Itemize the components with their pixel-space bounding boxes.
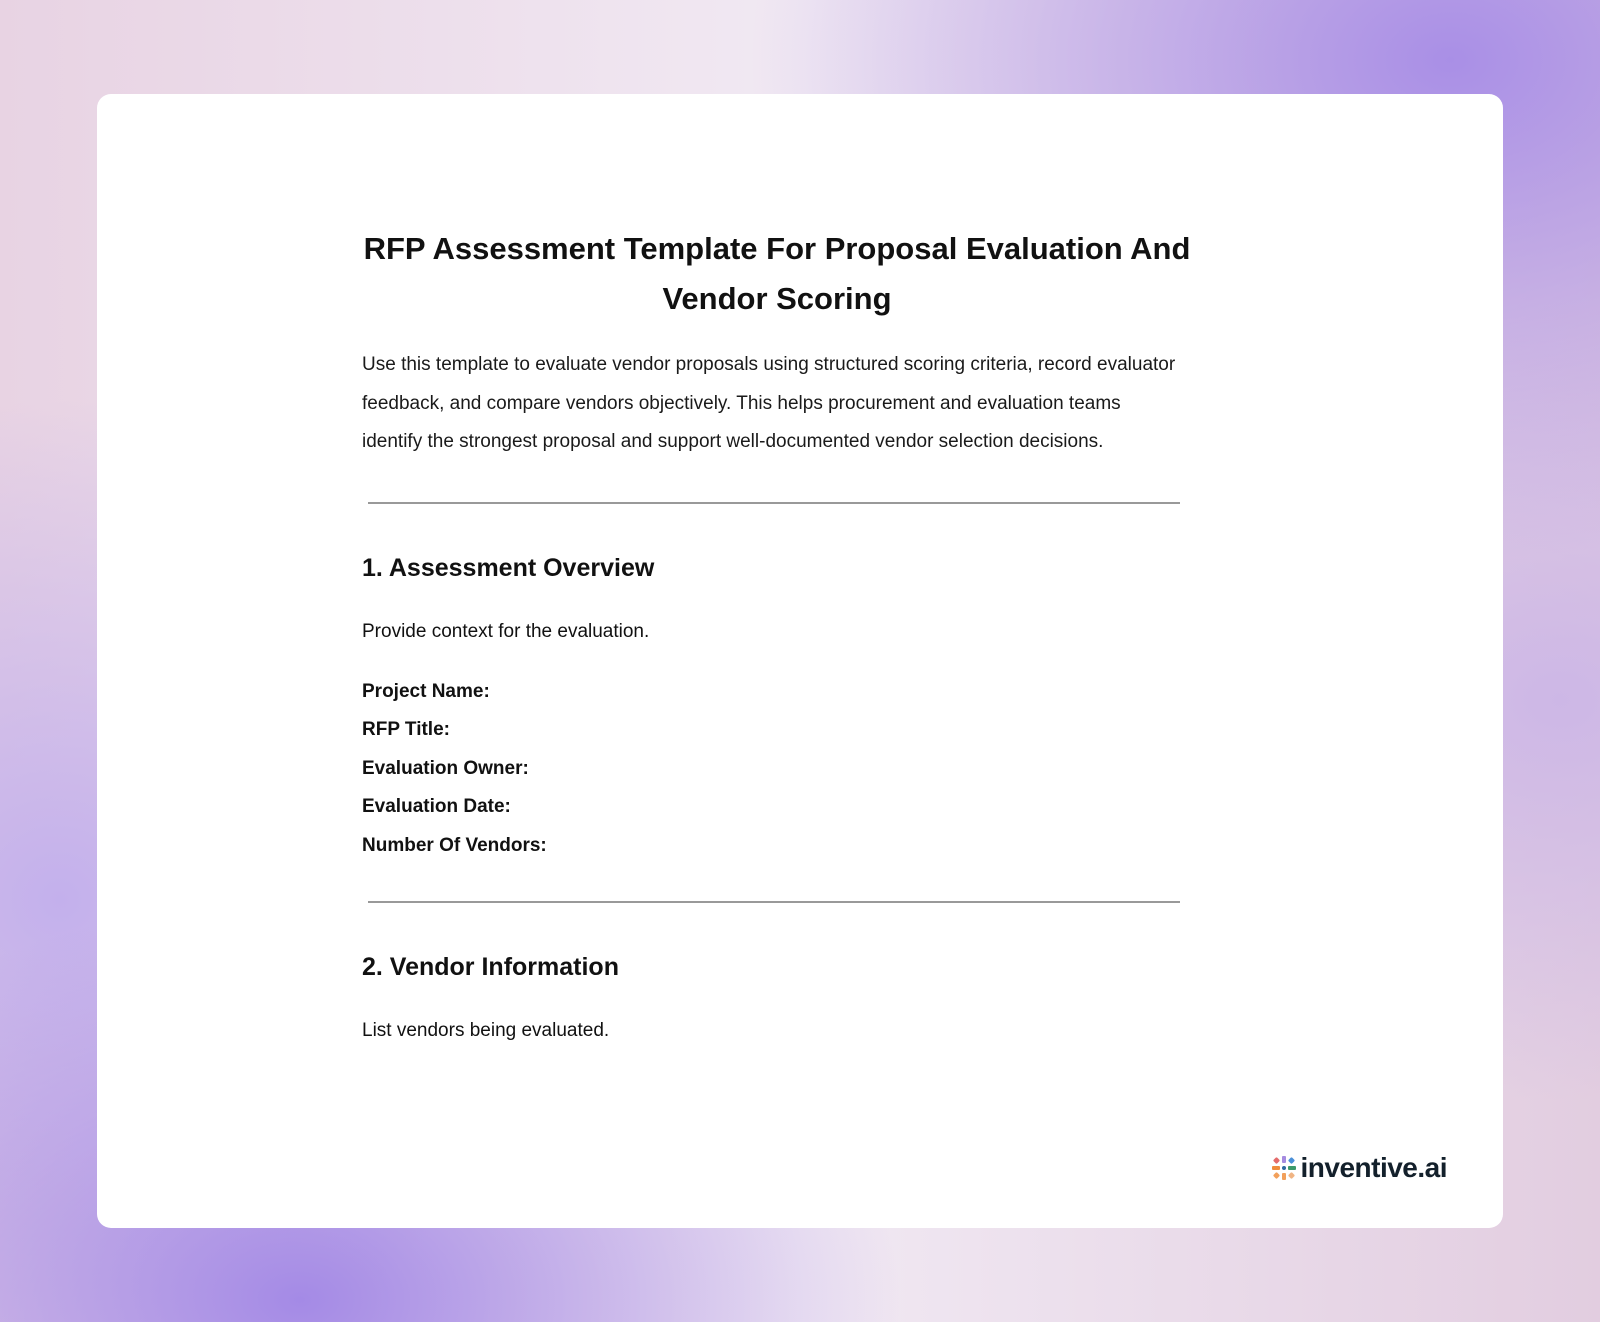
- document-title: RFP Assessment Template For Proposal Evaluation And Vendor Scoring: [363, 231, 1191, 316]
- field-evaluation-date: Evaluation Date:: [362, 796, 511, 817]
- field-project-name: Project Name:: [362, 680, 490, 702]
- section-heading-vendor-information: 2. Vendor Information: [362, 953, 619, 981]
- document-card: [97, 94, 1503, 1228]
- inventive-logo: [1271, 1152, 1447, 1184]
- section-description: List vendors being evaluated.: [362, 1020, 610, 1041]
- field-number-of-vendors: Number Of Vendors:: [362, 834, 547, 856]
- intro-paragraph: Use this template to evaluate vendor proposals using structured scoring criteria, record evaluator feedback, and compare vendors objectively. This helps procurement and evaluation teams identify the strongest proposal and support well-documented vendor selection decisions.: [362, 354, 1176, 452]
- document-content: [362, 224, 1191, 1042]
- field-rfp-title: RFP Title:: [362, 719, 450, 740]
- logo-text: inventive.ai: [1300, 1152, 1447, 1183]
- divider: [368, 901, 1180, 903]
- divider: [368, 502, 1180, 504]
- section-heading-assessment-overview: 1. Assessment Overview: [362, 553, 655, 582]
- field-evaluation-owner: Evaluation Owner:: [362, 757, 529, 779]
- logo-mark-icon: [1271, 1155, 1297, 1181]
- section-description: Provide context for the evaluation.: [362, 620, 650, 642]
- overview-fields: [362, 673, 1182, 866]
